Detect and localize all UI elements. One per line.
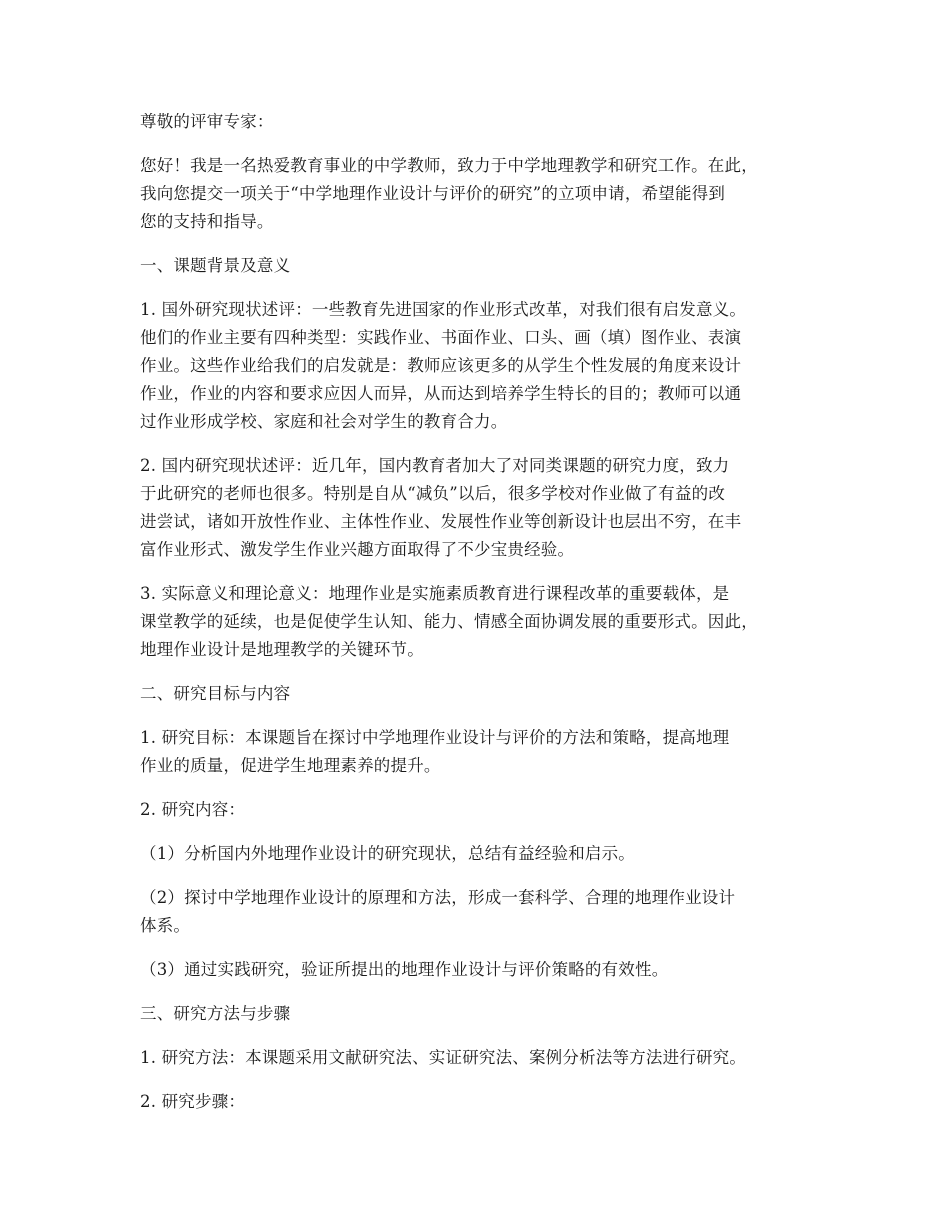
text-line: 作业，作业的内容和要求应因人而异，从而达到培养学生特长的目的；教师可以通 — [140, 384, 742, 403]
text-line: 进尝试，诸如开放性作业、主体性作业、发展性作业等创新设计也层出不穷，在丰 — [140, 512, 742, 531]
text-line: 您的支持和指导。 — [140, 212, 274, 231]
text-line: 课堂教学的延续，也是促使学生认知、能力、情感全面协调发展的重要形式。因此， — [140, 612, 758, 631]
section-1-heading: 一、课题背景及意义 — [140, 256, 291, 275]
text-line: 您好！我是一名热爱教育事业的中学教师，致力于中学地理教学和研究工作。在此， — [140, 156, 758, 175]
text-line: 体系。 — [140, 916, 191, 935]
intro-paragraph — [140, 152, 830, 236]
text-line: 于此研究的老师也很多。特别是自从“减负”以后，很多学校对作业做了有益的改 — [140, 484, 726, 503]
text-line: （2）探讨中学地理作业设计的原理和方法，形成一套科学、合理的地理作业设计 — [140, 888, 736, 907]
section-2-heading: 二、研究目标与内容 — [140, 684, 291, 703]
list-item: （1）分析国内外地理作业设计的研究现状，总结有益经验和启示。 — [140, 844, 635, 863]
text-line: 3. 实际意义和理论意义：地理作业是实施素质教育进行课程改革的重要载体，是 — [140, 584, 730, 603]
section-1-paragraph-1 — [140, 296, 830, 436]
salutation: 尊敬的评审专家： — [140, 112, 274, 131]
text-line: 富作业形式、激发学生作业兴趣方面取得了不少宝贵经验。 — [140, 540, 575, 559]
list-item — [140, 884, 830, 940]
text-line: 作业。这些作业给我们的启发就是：教师应该更多的从学生个性发展的角度来设计 — [140, 356, 742, 375]
text-line: 地理作业设计是地理教学的关键环节。 — [140, 640, 424, 659]
section-2-paragraph-2: 2. 研究内容： — [140, 800, 246, 819]
section-3-heading: 三、研究方法与步骤 — [140, 1004, 291, 1023]
text-line: 他们的作业主要有四种类型：实践作业、书面作业、口头、画（填）图作业、表演 — [140, 328, 742, 347]
text-line: 2. 国内研究现状述评：近几年，国内教育者加大了对同类课题的研究力度，致力 — [140, 456, 730, 475]
section-3-paragraph-1: 1. 研究方法：本课题采用文献研究法、实证研究法、案例分析法等方法进行研究。 — [140, 1048, 747, 1067]
section-2-paragraph-1 — [140, 724, 830, 780]
list-item: （3）通过实践研究，验证所提出的地理作业设计与评价策略的有效性。 — [140, 960, 669, 979]
text-line: 1. 国外研究现状述评：一些教育先进国家的作业形式改革，对我们很有启发意义。 — [140, 300, 747, 319]
section-1-paragraph-2 — [140, 452, 830, 564]
section-1-paragraph-3 — [140, 580, 830, 664]
text-line: 我向您提交一项关于“中学地理作业设计与评价的研究”的立项申请，希望能得到 — [140, 184, 726, 203]
text-line: 过作业形成学校、家庭和社会对学生的教育合力。 — [140, 412, 508, 431]
section-3-paragraph-2: 2. 研究步骤： — [140, 1092, 246, 1111]
text-line: 作业的质量，促进学生地理素养的提升。 — [140, 756, 441, 775]
document-page — [140, 108, 830, 1132]
text-line: 1. 研究目标：本课题旨在探讨中学地理作业设计与评价的方法和策略，提高地理 — [140, 728, 730, 747]
